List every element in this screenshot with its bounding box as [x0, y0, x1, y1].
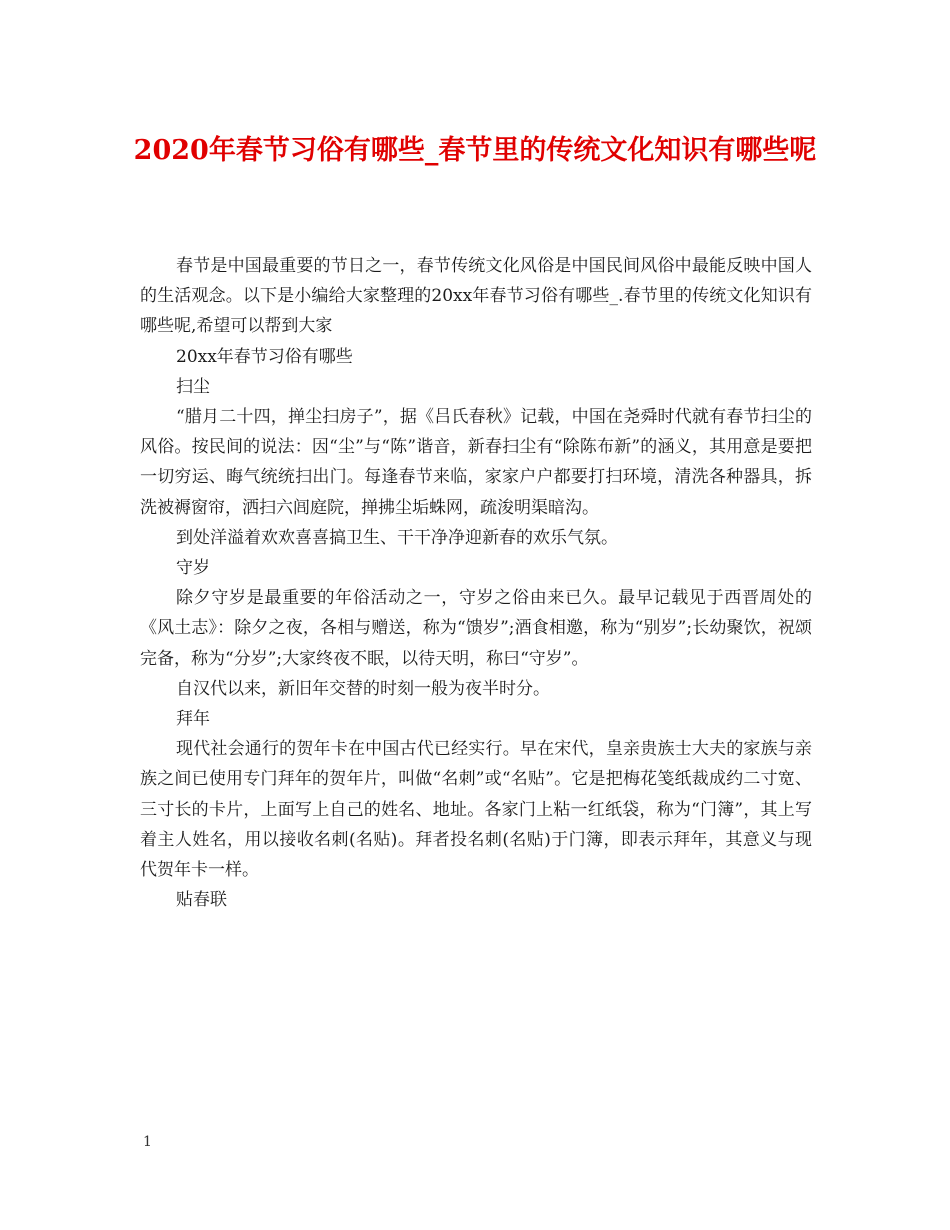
subheading-chunlian: 贴春联: [176, 890, 227, 911]
subheading-bainian: 拜年: [176, 709, 210, 730]
document-title: 2020年春节习俗有哪些_春节里的传统文化知识有哪些呢: [133, 135, 817, 166]
paragraph-shousui: 除夕守岁是最重要的年俗活动之一，守岁之俗由来已久。最早记载见于西晋周处的《风土志》：除夕之夜，各相与赠送，称为“馈岁”;酒食相邀，称为“别岁”;长幼聚饮，祝颂完备，称为“分岁”;大家终夜不眠，以待天明，称曰“守岁”。: [140, 588, 812, 669]
section-heading: 20xx年春节习俗有哪些: [176, 346, 353, 367]
paragraph-bainian: 现代社会通行的贺年卡在中国古代已经实行。早在宋代，皇亲贵族士大夫的家族与亲族之间已使用专门拜年的贺年片，叫做“名刺”或“名贴”。它是把梅花笺纸裁成约二寸宽、三寸长的卡片，上面写上自己的姓名、地址。各家门上粘一红纸袋，称为“门簿”，其上写着主人姓名，用以接收名刺(名贴)。拜者投名刺(名贴)于门簿，即表示拜年，其意义与现代贺年卡一样。: [140, 739, 812, 881]
subheading-sweeping: 扫尘: [176, 376, 210, 397]
document-body: [140, 251, 812, 915]
paragraph-intro: 春节是中国最重要的节日之一，春节传统文化风俗是中国民间风俗中最能反映中国人的生活观念。以下是小编给大家整理的20xx年春节习俗有哪些_.春节里的传统文化知识有哪些呢,希望可以帮到大家: [140, 256, 812, 337]
subheading-shousui: 守岁: [176, 558, 210, 579]
paragraph-sweeping-atmosphere: 到处洋溢着欢欢喜喜搞卫生、干干净净迎新春的欢乐气氛。: [176, 527, 618, 548]
page-number: 1: [143, 1134, 152, 1150]
paragraph-midnight: 自汉代以来，新旧年交替的时刻一般为夜半时分。: [176, 678, 550, 699]
paragraph-sweeping: “腊月二十四，掸尘扫房子”，据《吕氏春秋》记载，中国在尧舜时代就有春节扫尘的风俗。按民间的说法：因“尘”与“陈”谐音，新春扫尘有“除陈布新”的涵义，其用意是要把一切穷运、晦气统统扫出门。每逢春节来临，家家户户都要打扫环境，清洗各种器具，拆洗被褥窗帘，洒扫六闾庭院，掸拂尘垢蛛网，疏浚明渠暗沟。: [140, 407, 812, 518]
